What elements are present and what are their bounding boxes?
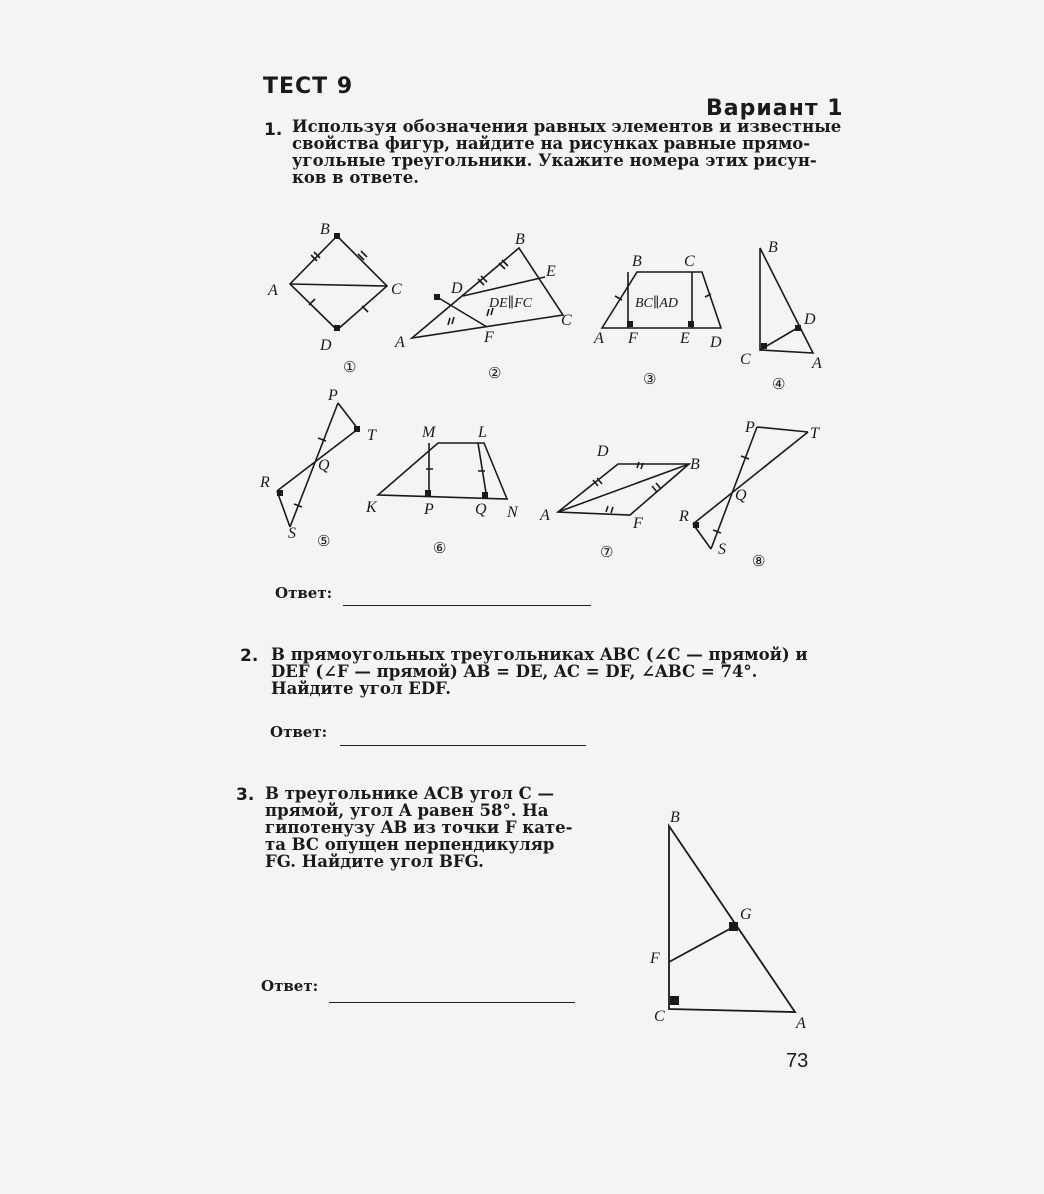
f5-label-s: S <box>288 525 296 542</box>
f6-label-m: M <box>422 424 436 441</box>
f2-label-note: DE∥FC <box>489 296 533 311</box>
f4-label-a: A <box>812 355 822 372</box>
f1-number: ① <box>343 360 357 376</box>
f6-number: ⑥ <box>433 541 447 557</box>
q3-label-f: F <box>650 950 660 967</box>
f2-label-f: F <box>484 329 494 346</box>
q3-label-g: G <box>740 906 752 923</box>
f5-label-q: Q <box>318 457 330 474</box>
f7-label-d: D <box>597 443 609 460</box>
q2-line: В прямоугольных треугольниках ABC (∠C — прямой) и <box>271 645 808 664</box>
page-number: 73 <box>786 1050 809 1072</box>
f6-label-k: K <box>366 499 377 516</box>
f5-label-r: R <box>260 474 270 491</box>
q2-line: Найдите угол EDF. <box>271 679 451 698</box>
test-title: ТЕСТ 9 <box>263 74 354 99</box>
f4-label-b: B <box>768 239 778 256</box>
f4-label-d: D <box>804 311 816 328</box>
f6-label-n: N <box>507 504 518 521</box>
f3-label-note: BC∥AD <box>635 296 679 311</box>
q3-line: гипотенузу AB из точки F кате- <box>265 818 573 837</box>
q1-number: 1. <box>264 120 283 140</box>
f3-label-d: D <box>710 334 722 351</box>
q2-number: 2. <box>240 646 259 666</box>
f8-label-t: T <box>810 425 819 442</box>
f2-label-d: D <box>451 280 463 297</box>
f1-label-b: B <box>320 221 330 238</box>
f5-number: ⑤ <box>317 534 331 550</box>
q3-number: 3. <box>236 785 255 805</box>
f2-number: ② <box>488 366 502 382</box>
q1-line: Используя обозначения равных элементов и известные <box>292 117 842 136</box>
f3-number: ③ <box>643 372 657 388</box>
q3-line: прямой, угол A равен 58°. На <box>265 801 549 820</box>
q3-label-b: B <box>670 809 680 826</box>
f7-label-b: B <box>690 456 700 473</box>
variant-label: Вариант 1 <box>706 96 844 121</box>
f1-label-d: D <box>320 337 332 354</box>
q1-line: угольные треугольники. Укажите номера этих рисун- <box>292 151 817 170</box>
q3-line: FG. Найдите угол BFG. <box>265 852 484 871</box>
f3-label-a: A <box>594 330 604 347</box>
f4-label-c: C <box>740 351 751 368</box>
f1-label-a: A <box>268 282 278 299</box>
f2-label-a: A <box>395 334 405 351</box>
f8-label-p: P <box>745 419 755 436</box>
f2-label-e: E <box>546 263 556 280</box>
q3-line: та BC опущен перпендикуляр <box>265 835 555 854</box>
q1-answer-label: Ответ: <box>275 584 333 602</box>
q2-line: DEF (∠F — прямой) AB = DE, AC = DF, ∠ABC = 74°. <box>271 662 758 681</box>
f8-label-r: R <box>679 508 689 525</box>
q3-label-a: A <box>796 1015 806 1032</box>
f3-label-b: B <box>632 253 642 270</box>
f8-label-q: Q <box>735 487 747 504</box>
f2-label-c: C <box>561 312 572 329</box>
q3-answer-label: Ответ: <box>261 977 319 995</box>
f1-label-c: C <box>391 281 402 298</box>
f3-label-e: E <box>680 330 690 347</box>
f3-label-c: C <box>684 253 695 270</box>
f2-label-b: B <box>515 231 525 248</box>
f7-label-f: F <box>633 515 643 532</box>
f6-label-p: P <box>424 501 434 518</box>
f8-number: ⑧ <box>752 554 766 570</box>
f4-number: ④ <box>772 377 786 393</box>
q3-label-c: C <box>654 1008 665 1025</box>
f5-label-t: T <box>367 427 376 444</box>
q1-line: ков в ответе. <box>292 168 419 187</box>
q2-answer-label: Ответ: <box>270 723 328 741</box>
q1-line: свойства фигур, найдите на рисунках равные прямо- <box>292 134 811 153</box>
f6-label-l: L <box>478 424 487 441</box>
f5-label-p: P <box>328 387 338 404</box>
f8-label-s: S <box>718 541 726 558</box>
q3-line: В треугольнике ACB угол C — <box>265 784 554 803</box>
f6-label-q: Q <box>475 501 487 518</box>
f3-label-f: F <box>628 330 638 347</box>
f7-number: ⑦ <box>600 545 614 561</box>
f7-label-a: A <box>540 507 550 524</box>
